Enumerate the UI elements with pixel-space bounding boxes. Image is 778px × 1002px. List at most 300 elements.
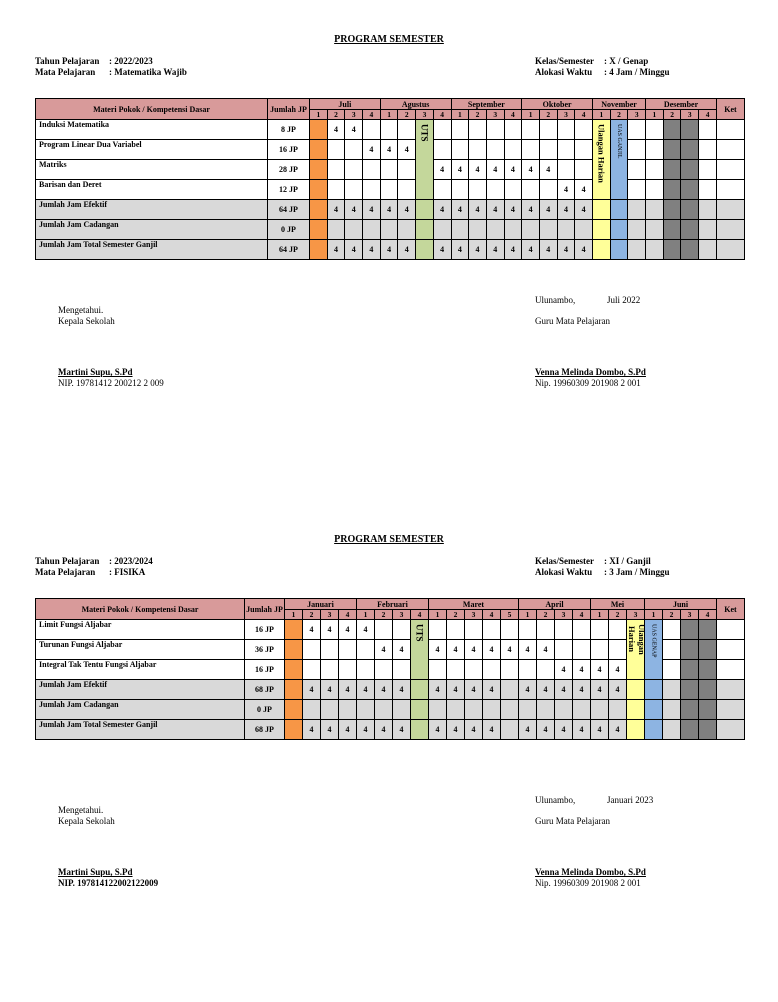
week-number: 3 (393, 610, 411, 620)
week-cell: 4 (573, 720, 591, 740)
week-cell: 4 (429, 640, 447, 660)
week-cell: 4 (339, 720, 357, 740)
week-number: 1 (357, 610, 375, 620)
week-cell (699, 640, 717, 660)
week-number: 2 (398, 110, 416, 120)
week-cell: 4 (537, 640, 555, 660)
week-cell: 4 (375, 720, 393, 740)
week-cell (501, 660, 519, 680)
week-cell (363, 160, 381, 180)
week-number: 3 (345, 110, 363, 120)
header-left (35, 56, 187, 78)
ket-cell (717, 200, 745, 220)
week-cell: 4 (555, 720, 573, 740)
week-cell (557, 220, 575, 240)
ulangan-harian-column (627, 620, 645, 680)
uas-column (645, 620, 663, 680)
week-cell (522, 120, 540, 140)
week-cell (610, 240, 628, 260)
ket-cell (717, 660, 745, 680)
week-cell (699, 160, 717, 180)
week-cell (557, 140, 575, 160)
week-number: 1 (285, 610, 303, 620)
week-cell (447, 660, 465, 680)
week-number: 3 (681, 610, 699, 620)
week-cell (416, 200, 434, 220)
tahun-label: Tahun Pelajaran (35, 556, 100, 566)
jp-cell: 16 JP (245, 660, 285, 680)
week-cell (663, 720, 681, 740)
week-cell: 4 (504, 240, 522, 260)
week-cell: 4 (429, 680, 447, 700)
week-cell (609, 620, 627, 640)
week-cell (646, 180, 664, 200)
week-cell (486, 180, 504, 200)
week-cell (609, 700, 627, 720)
week-cell (339, 640, 357, 660)
alokasi-label: Alokasi Waktu (535, 67, 593, 77)
week-number: 1 (591, 610, 609, 620)
week-cell (539, 120, 557, 140)
week-cell (593, 240, 611, 260)
week-cell (663, 700, 681, 720)
mapel-value: : Matematika Wajib (109, 67, 187, 77)
ulangan-harian-label: Ulangan Harian (596, 124, 607, 183)
week-cell (433, 220, 451, 240)
materi-cell: Jumlah Jam Efektif (36, 200, 268, 220)
alokasi-label: Alokasi Waktu (535, 567, 593, 577)
jp-cell: 16 JP (268, 140, 310, 160)
guru-signature (535, 867, 646, 889)
week-number: 4 (339, 610, 357, 620)
uts-column (411, 620, 429, 680)
kelas-label: Kelas/Semester (535, 556, 594, 566)
week-cell (663, 160, 681, 180)
week-cell (681, 120, 699, 140)
week-cell (429, 700, 447, 720)
mapel-value: : FISIKA (109, 567, 146, 577)
week-cell (483, 700, 501, 720)
week-number: 1 (519, 610, 537, 620)
guru-nip: Nip. 19960309 201908 2 001 (535, 378, 641, 388)
week-cell (646, 160, 664, 180)
week-cell: 4 (321, 720, 339, 740)
week-cell (501, 620, 519, 640)
week-cell (699, 660, 717, 680)
week-cell (411, 700, 429, 720)
materi-cell: Jumlah Jam Cadangan (36, 220, 268, 240)
week-cell (627, 680, 645, 700)
week-number: 2 (610, 110, 628, 120)
kelas-value: : XI / Ganjil (604, 556, 651, 566)
week-cell (285, 640, 303, 660)
guru-signature (535, 367, 646, 389)
week-cell (357, 640, 375, 660)
week-cell (699, 200, 717, 220)
week-cell (321, 700, 339, 720)
week-cell (501, 720, 519, 740)
ulangan-harian-label: Ulangan (637, 624, 647, 655)
week-cell (699, 620, 717, 640)
week-cell: 4 (537, 680, 555, 700)
week-number: 2 (663, 610, 681, 620)
week-cell (681, 160, 699, 180)
week-cell (433, 120, 451, 140)
kelas-label: Kelas/Semester (535, 56, 594, 66)
week-cell (681, 180, 699, 200)
week-cell (447, 620, 465, 640)
week-cell (681, 620, 699, 640)
week-cell: 4 (522, 240, 540, 260)
week-cell (345, 180, 363, 200)
week-cell (663, 240, 681, 260)
week-cell: 4 (609, 680, 627, 700)
week-cell (628, 200, 646, 220)
month-header: Desember (646, 99, 717, 110)
table-row (36, 220, 745, 240)
ket-cell (717, 180, 745, 200)
week-cell (504, 180, 522, 200)
week-cell: 4 (339, 680, 357, 700)
week-cell (303, 640, 321, 660)
week-cell (327, 140, 345, 160)
week-cell (363, 220, 381, 240)
guru-text: Guru Mata Pelajaran (535, 316, 610, 326)
week-number: 1 (646, 110, 664, 120)
ket-cell (717, 160, 745, 180)
week-cell (681, 640, 699, 660)
week-cell (663, 680, 681, 700)
week-cell: 4 (486, 200, 504, 220)
uts-label: UTS (419, 124, 430, 142)
week-cell: 4 (327, 240, 345, 260)
materi-cell: Jumlah Jam Total Semester Ganjil (36, 240, 268, 260)
signature-date (607, 295, 640, 306)
jp-cell: 68 JP (245, 680, 285, 700)
week-cell (363, 180, 381, 200)
materi-cell: Jumlah Jam Efektif (36, 680, 245, 700)
week-cell: 4 (483, 680, 501, 700)
week-number: 4 (699, 610, 717, 620)
week-cell (411, 680, 429, 700)
week-number: 3 (557, 110, 575, 120)
week-cell (699, 180, 717, 200)
week-cell (519, 660, 537, 680)
week-cell (504, 120, 522, 140)
week-cell: 4 (557, 180, 575, 200)
week-cell (416, 220, 434, 240)
week-cell (451, 220, 469, 240)
week-cell (465, 660, 483, 680)
month-header: Agustus (380, 99, 451, 110)
week-cell (501, 680, 519, 700)
signature-place (535, 295, 575, 306)
materi-cell: Matriks (36, 160, 268, 180)
month-header: Maret (429, 599, 519, 610)
week-cell (411, 720, 429, 740)
mengetahui-text: Mengetahui. (58, 305, 104, 315)
week-cell: 4 (465, 640, 483, 660)
week-cell: 4 (433, 160, 451, 180)
week-number: 2 (663, 110, 681, 120)
week-number: 1 (522, 110, 540, 120)
schedule-table (35, 598, 745, 740)
week-cell: 4 (504, 200, 522, 220)
week-cell (699, 240, 717, 260)
week-cell (433, 140, 451, 160)
week-cell (380, 120, 398, 140)
week-cell (699, 140, 717, 160)
week-number: 4 (573, 610, 591, 620)
kepala-sekolah-text: Kepala Sekolah (58, 316, 115, 326)
week-cell (483, 660, 501, 680)
week-number: 3 (555, 610, 573, 620)
week-cell: 4 (465, 720, 483, 740)
materi-cell: Program Linear Dua Variabel (36, 140, 268, 160)
week-cell (357, 700, 375, 720)
week-cell (575, 140, 593, 160)
week-cell (486, 140, 504, 160)
week-cell: 4 (539, 240, 557, 260)
week-cell (663, 140, 681, 160)
ket-cell (717, 120, 745, 140)
week-cell (310, 140, 328, 160)
week-cell (433, 180, 451, 200)
materi-cell: Turunan Fungsi Aljabar (36, 640, 245, 660)
week-cell: 4 (469, 240, 487, 260)
kepsek-name: Martini Supu, S.Pd (58, 367, 133, 377)
guru-name: Venna Melinda Dombo, S.Pd (535, 867, 646, 877)
guru-block (535, 816, 610, 827)
week-cell: 4 (539, 160, 557, 180)
week-cell (628, 220, 646, 240)
week-cell (539, 140, 557, 160)
week-cell (345, 140, 363, 160)
uas-label: UAS GENAP (650, 624, 657, 658)
week-cell (591, 620, 609, 640)
col-ket-header: Ket (717, 599, 745, 620)
week-cell (610, 200, 628, 220)
week-cell (393, 660, 411, 680)
week-cell (519, 620, 537, 640)
week-cell: 4 (573, 660, 591, 680)
week-cell: 4 (519, 640, 537, 660)
week-cell: 4 (575, 200, 593, 220)
week-number: 2 (375, 610, 393, 620)
week-cell (539, 180, 557, 200)
week-cell: 4 (398, 240, 416, 260)
week-cell: 4 (557, 240, 575, 260)
date-text: Juli 2022 (607, 295, 641, 305)
week-cell (398, 160, 416, 180)
week-cell (663, 640, 681, 660)
ket-cell (717, 140, 745, 160)
week-cell: 4 (486, 160, 504, 180)
week-cell (593, 200, 611, 220)
week-cell: 4 (522, 160, 540, 180)
week-number: 2 (537, 610, 555, 620)
week-cell: 4 (573, 680, 591, 700)
jp-cell: 64 JP (268, 240, 310, 260)
col-materi-header: Materi Pokok / Kompetensi Dasar (36, 99, 268, 120)
place-text: Ulunambo, (535, 795, 576, 805)
col-jumlah-header: Jumlah JP (268, 99, 310, 120)
week-cell (339, 660, 357, 680)
week-cell (465, 700, 483, 720)
week-cell: 4 (575, 180, 593, 200)
week-cell: 4 (357, 680, 375, 700)
week-cell: 4 (522, 200, 540, 220)
week-cell (303, 660, 321, 680)
kepsek-nip: NIP. 19781412 200212 2 009 (58, 378, 164, 388)
week-cell: 4 (375, 680, 393, 700)
week-cell: 4 (537, 720, 555, 740)
kepala-sekolah-text: Kepala Sekolah (58, 816, 115, 826)
week-cell (628, 120, 646, 140)
week-cell (681, 660, 699, 680)
week-cell: 4 (519, 720, 537, 740)
week-cell (573, 620, 591, 640)
week-cell: 4 (380, 240, 398, 260)
table-row (36, 680, 745, 700)
week-cell (380, 180, 398, 200)
week-cell (310, 220, 328, 240)
week-cell (646, 200, 664, 220)
header-right (535, 56, 670, 78)
week-cell (681, 720, 699, 740)
week-cell (310, 180, 328, 200)
page-title: PROGRAM SEMESTER (334, 34, 444, 45)
kepsek-nip: NIP. 197814122002122009 (58, 878, 159, 888)
week-cell: 4 (469, 160, 487, 180)
week-cell: 4 (504, 160, 522, 180)
week-number: 3 (681, 110, 699, 120)
tahun-label: Tahun Pelajaran (35, 56, 100, 66)
ulangan-harian-label: Harian (627, 626, 637, 653)
week-cell (573, 700, 591, 720)
week-cell (610, 220, 628, 240)
week-cell (628, 180, 646, 200)
week-cell (681, 700, 699, 720)
month-header: Februari (357, 599, 429, 610)
ket-cell (717, 240, 745, 260)
table-row (36, 140, 745, 160)
place-text: Ulunambo, (535, 295, 576, 305)
week-cell: 4 (303, 720, 321, 740)
table-row (36, 180, 745, 200)
signature-place (535, 795, 575, 806)
week-cell: 4 (465, 680, 483, 700)
mapel-label: Mata Pelajaran (35, 567, 96, 577)
week-cell (575, 120, 593, 140)
week-cell (416, 240, 434, 260)
week-number: 2 (447, 610, 465, 620)
week-cell (310, 160, 328, 180)
week-cell (681, 680, 699, 700)
week-cell: 4 (321, 620, 339, 640)
week-cell (327, 180, 345, 200)
week-number: 4 (363, 110, 381, 120)
week-cell (646, 140, 664, 160)
schedule-table (35, 98, 745, 260)
month-header: November (593, 99, 646, 110)
table-row (36, 620, 745, 640)
week-cell: 4 (451, 200, 469, 220)
week-cell (522, 220, 540, 240)
week-cell (398, 220, 416, 240)
week-cell: 4 (555, 680, 573, 700)
week-cell: 4 (380, 140, 398, 160)
kepsek-signature (58, 367, 164, 389)
week-cell: 4 (433, 240, 451, 260)
kepsek-signature (58, 867, 158, 889)
month-header: Mei (591, 599, 645, 610)
week-cell (646, 220, 664, 240)
week-cell (591, 700, 609, 720)
week-cell (555, 700, 573, 720)
week-cell (375, 620, 393, 640)
week-cell (681, 140, 699, 160)
week-cell (555, 640, 573, 660)
jp-cell: 68 JP (245, 720, 285, 740)
week-cell (522, 180, 540, 200)
week-cell (380, 160, 398, 180)
week-cell: 4 (539, 200, 557, 220)
week-cell: 4 (339, 620, 357, 640)
week-number: 1 (645, 610, 663, 620)
jp-cell: 12 JP (268, 180, 310, 200)
ulangan-harian-column (593, 120, 611, 200)
week-cell: 4 (483, 640, 501, 660)
week-number: 2 (303, 610, 321, 620)
week-cell (663, 220, 681, 240)
jp-cell: 36 JP (245, 640, 285, 660)
week-cell (519, 700, 537, 720)
week-cell (310, 120, 328, 140)
week-cell: 4 (345, 120, 363, 140)
week-cell (537, 700, 555, 720)
week-cell: 4 (557, 200, 575, 220)
week-cell (557, 120, 575, 140)
date-text: Januari 2023 (607, 795, 654, 805)
week-cell (339, 700, 357, 720)
week-cell (539, 220, 557, 240)
program-semester-page-2 (0, 500, 768, 970)
week-number: 1 (310, 110, 328, 120)
week-number: 2 (327, 110, 345, 120)
week-cell: 4 (380, 200, 398, 220)
guru-text: Guru Mata Pelajaran (535, 816, 610, 826)
week-cell (327, 220, 345, 240)
jp-cell: 0 JP (245, 700, 285, 720)
week-number: 1 (429, 610, 447, 620)
week-cell (699, 120, 717, 140)
week-cell (363, 120, 381, 140)
week-cell: 4 (591, 660, 609, 680)
week-cell: 4 (375, 640, 393, 660)
week-cell: 4 (451, 160, 469, 180)
week-number: 1 (451, 110, 469, 120)
week-cell: 4 (429, 720, 447, 740)
week-cell (555, 620, 573, 640)
jp-cell: 28 JP (268, 160, 310, 180)
jp-cell: 0 JP (268, 220, 310, 240)
week-cell: 4 (327, 120, 345, 140)
week-number: 4 (411, 610, 429, 620)
week-cell: 4 (398, 200, 416, 220)
week-cell (628, 240, 646, 260)
month-header: April (519, 599, 591, 610)
